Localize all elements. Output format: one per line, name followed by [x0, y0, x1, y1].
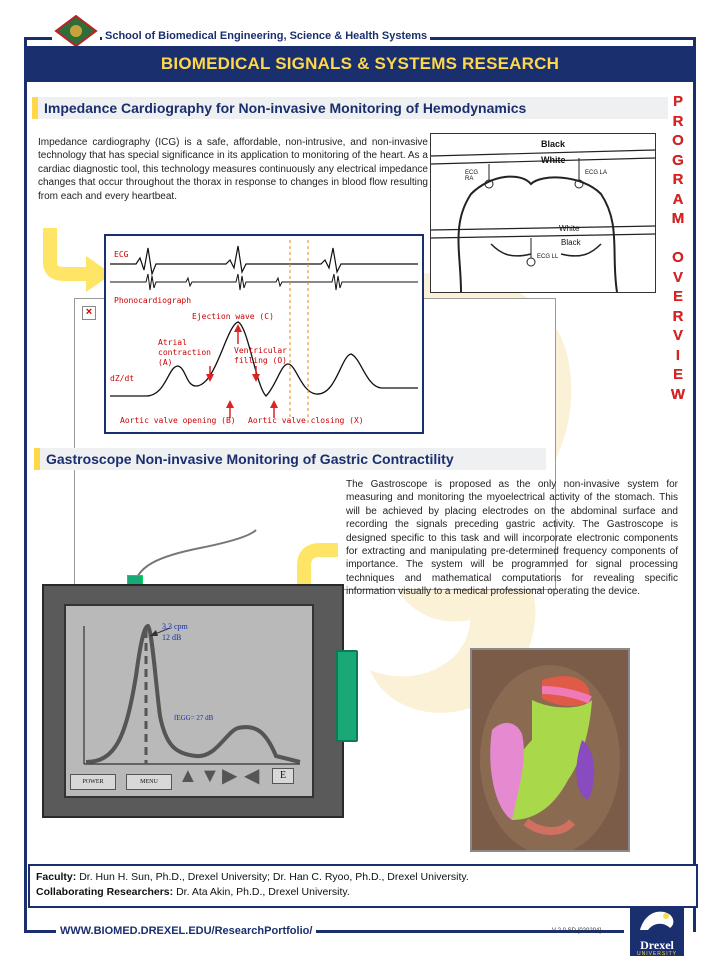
side-label-letter: W: [670, 385, 686, 403]
school-logo: [52, 14, 100, 48]
arrow-left-button-icon[interactable]: ◀: [244, 765, 260, 787]
label-black-bottom: Black: [561, 238, 581, 247]
fegg-label: fEGG= 27 dB: [174, 714, 214, 722]
label-ecg-la: ECG LA: [585, 170, 608, 176]
faculty-names: Dr. Hun H. Sun, Ph.D., Drexel University; Dr. Han C. Ryoo, Ph.D., Drexel University.: [79, 871, 469, 883]
side-label-letter: P: [672, 93, 683, 110]
label-ventricular-filling: Ventricular filling (O): [234, 346, 287, 365]
label-ecg: ECG: [114, 250, 129, 259]
program-overview-label: [668, 92, 688, 404]
side-label-letter: O: [672, 132, 684, 149]
peak-label-cpm: 3.3 cpm: [162, 622, 188, 631]
label-white-bottom: White: [559, 224, 580, 233]
credits-box: [28, 864, 698, 908]
side-label-letter: V: [672, 327, 683, 344]
collab-line: [36, 885, 686, 899]
label-black-top: Black: [541, 139, 566, 149]
stomach-overlay-image: [470, 648, 630, 852]
collab-label: Collaborating Researchers:: [36, 886, 174, 898]
section-body-gastro: The Gastroscope is proposed as the only non-invasive system for measuring and monitoring the myoelectrical activity of the stomach. This will be achieved by placing electrodes on the abdominal surface and recording the signals preceding gastric activity. The Gastroscope is designed specific to this task and will incorporate electronic components for extracting and manipulating pre-determined frequency components of importance. The system will be programmed for signal processing techniques and mathematical computations for revealing specific information visually to a medical professional operating the device.: [346, 479, 678, 598]
label-ecg-ra: ECG RA: [465, 170, 479, 182]
side-label-letter: R: [672, 112, 684, 130]
version-text: V 2.0 SD [020204]: [552, 928, 602, 934]
electrode-figure: [430, 133, 656, 293]
drexel-logo: [630, 906, 684, 956]
arrow-up-icon[interactable]: ▲: [178, 765, 198, 787]
label-aortic-closing: Aortic valve closing (X): [248, 416, 364, 425]
gastroscope-device: [42, 584, 344, 818]
section-heading-gastro: Gastroscope Non-invasive Monitoring of Gastric Contractility: [34, 448, 546, 470]
faculty-line: [36, 870, 686, 884]
section-heading-icg: Impedance Cardiography for Non-invasive Monitoring of Hemodynamics: [32, 97, 668, 119]
collab-names: Dr. Ata Akin, Ph.D., Drexel University.: [176, 886, 350, 898]
faculty-label: Faculty:: [36, 871, 77, 883]
label-dzdt: dZ/dt: [110, 374, 135, 383]
side-label-letter: O: [672, 249, 684, 266]
side-label-letter: M: [671, 210, 685, 227]
arrow-right-button-icon[interactable]: ▶: [222, 765, 238, 787]
device-side-handle: [336, 650, 358, 742]
left-rule: [24, 37, 27, 932]
school-name: School of Biomedical Engineering, Science & Health Systems: [102, 30, 430, 42]
label-white-top: White: [541, 155, 566, 165]
arrow-down-button-icon[interactable]: ▼: [200, 765, 220, 787]
label-ejection-wave: Ejection wave (C): [192, 312, 274, 321]
cardiac-waveform-figure: [104, 234, 424, 434]
power-button[interactable]: POWER: [70, 774, 116, 790]
side-label-letter: G: [672, 151, 684, 169]
label-aortic-opening: Aortic valve opening (B): [120, 416, 236, 425]
side-label-letter: R: [672, 171, 684, 188]
side-label-letter: [668, 229, 688, 249]
e-button[interactable]: E: [272, 768, 294, 784]
side-label-letter: R: [672, 307, 684, 325]
side-label-letter: V: [672, 268, 683, 286]
side-label-letter: E: [672, 288, 683, 305]
peak-label-db: 12 dB: [162, 633, 182, 642]
side-label-letter: E: [672, 366, 683, 383]
right-rule: [693, 37, 696, 932]
portfolio-url[interactable]: WWW.BIOMED.DREXEL.EDU/ResearchPortfolio/: [56, 925, 316, 937]
close-icon[interactable]: ×: [82, 306, 96, 320]
label-atrial-contraction: Atrial contraction (A): [158, 338, 211, 367]
side-label-letter: I: [675, 346, 681, 364]
drexel-logo-subtext: UNIVERSITY: [636, 951, 677, 957]
label-phonocardiograph: Phonocardiograph: [114, 296, 192, 305]
device-screen: [64, 604, 314, 798]
label-ecg-ll: ECG LL: [537, 254, 559, 260]
menu-button[interactable]: MENU: [126, 774, 172, 790]
side-label-letter: A: [672, 190, 684, 208]
page-title: BIOMEDICAL SIGNALS & SYSTEMS RESEARCH: [160, 54, 560, 73]
section-body-icg: Impedance cardiography (ICG) is a safe, affordable, non-intrusive, and non-invasive technology that has special significance in its application to monitoring of the heart. As a cardiac diagnostic tool, this technology measures continuously any electrical impedance changes that occur throughout the thorax in response to changes in blood flow resulting from each and every heartbeat.: [38, 137, 428, 202]
drexel-logo-text: Drexel: [640, 938, 674, 952]
